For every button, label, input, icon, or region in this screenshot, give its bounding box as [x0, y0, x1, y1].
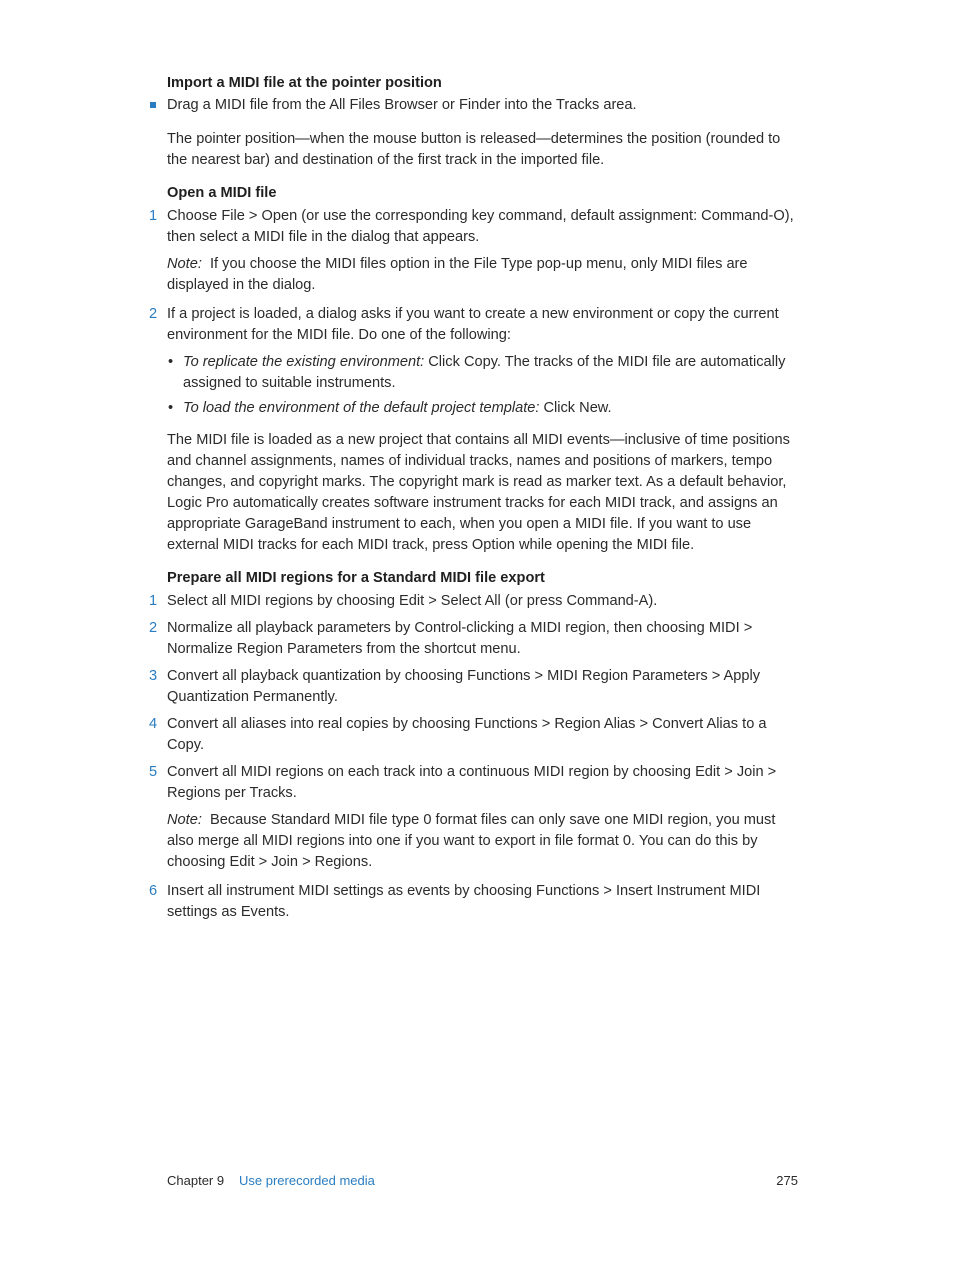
- bullet-item: [167, 95, 799, 116]
- note: [167, 254, 799, 296]
- option-label: To replicate the existing environment:: [183, 354, 425, 370]
- step-text: Convert all playback quantization by choosing Functions > MIDI Region Parameters > Apply Quantization Permanently.: [167, 668, 760, 705]
- heading-prepare-export: Prepare all MIDI regions for a Standard MIDI file export: [167, 570, 545, 586]
- step-text: Normalize all playback parameters by Control-clicking a MIDI region, then choosing MIDI > Normalize Region Parameters from the shortcut menu.: [167, 620, 753, 657]
- step-item: [149, 762, 799, 804]
- paragraph-midi-loaded: The MIDI file is loaded as a new project that contains all MIDI events—inclusive of time positions and channel assignments, names of individual tracks, names and positions of markers, tempo changes, and copyright marks. The copyright mark is read as marker text. As a default behavior, Logic Pro automatically creates software instrument tracks for each MIDI track, and assigns an appropriate GarageBand instrument to each, when you open a MIDI file. If you want to use external MIDI tracks for each MIDI track, press Option while opening the MIDI file.: [167, 432, 790, 553]
- page-footer: [167, 1171, 799, 1191]
- option-item: [167, 398, 799, 419]
- bullet-text: Drag a MIDI file from the All Files Browser or Finder into the Tracks area.: [167, 97, 637, 113]
- option-label: To load the environment of the default project template:: [183, 400, 540, 416]
- bullet-dot: •: [168, 400, 174, 416]
- paragraph-pointer-position: The pointer position—when the mouse button is released—determines the position (rounded to the nearest bar) and destination of the first track in the imported file.: [167, 131, 781, 168]
- page-content: [149, 73, 799, 923]
- step-item: [149, 304, 799, 346]
- step-number: 1: [149, 208, 158, 224]
- note: [167, 810, 799, 873]
- step-item: [149, 881, 799, 923]
- bullet-dot: •: [168, 354, 174, 370]
- heading-import-midi: Import a MIDI file at the pointer position: [167, 75, 442, 91]
- step-number: 2: [149, 306, 158, 322]
- option-text: Click New.: [543, 400, 612, 416]
- option-text: Click Copy. The tracks of the MIDI file are automatically assigned to suitable instruments.: [183, 354, 786, 391]
- note-text: If you choose the MIDI files option in the File Type pop-up menu, only MIDI files are displayed in the dialog.: [167, 256, 748, 293]
- step-number: 3: [149, 668, 158, 684]
- step-number: 1: [149, 593, 158, 609]
- note-label: Note:: [167, 812, 202, 828]
- step-text: Convert all MIDI regions on each track into a continuous MIDI region by choosing Edit > Join > Regions per Tracks.: [167, 764, 777, 801]
- footer-chapter: Chapter 9: [167, 1173, 225, 1188]
- footer-chapter-link[interactable]: Use prerecorded media: [239, 1173, 375, 1188]
- step-number: 4: [149, 716, 158, 732]
- step-text: Convert all aliases into real copies by choosing Functions > Region Alias > Convert Alias to a Copy.: [167, 716, 767, 753]
- option-item: [167, 352, 799, 394]
- step-item: [149, 591, 799, 612]
- step-number: 6: [149, 883, 158, 899]
- step-text: Choose File > Open (or use the corresponding key command, default assignment: Command-O), then select a MIDI file in the dialog that appears.: [167, 208, 794, 245]
- square-bullet-icon: [150, 102, 156, 108]
- note-label: Note:: [167, 256, 202, 272]
- step-text: Insert all instrument MIDI settings as events by choosing Functions > Insert Instrument MIDI settings as Events.: [167, 883, 761, 920]
- step-item: [149, 714, 799, 756]
- step-number: 2: [149, 620, 158, 636]
- step-number: 5: [149, 764, 158, 780]
- step-text: If a project is loaded, a dialog asks if you want to create a new environment or copy the current environment for the MIDI file. Do one of the following:: [167, 306, 779, 343]
- step-text: Select all MIDI regions by choosing Edit > Select All (or press Command-A).: [167, 593, 658, 609]
- note-text: Because Standard MIDI file type 0 format files can only save one MIDI region, you must also merge all MIDI regions into one if you want to export in file format 0. You can do this by choosing Edit > Join > Regions.: [167, 812, 776, 870]
- page-number: 275: [776, 1173, 798, 1188]
- heading-open-midi: Open a MIDI file: [167, 185, 277, 201]
- step-item: [149, 618, 799, 660]
- step-item: [149, 666, 799, 708]
- step-item: [149, 206, 799, 248]
